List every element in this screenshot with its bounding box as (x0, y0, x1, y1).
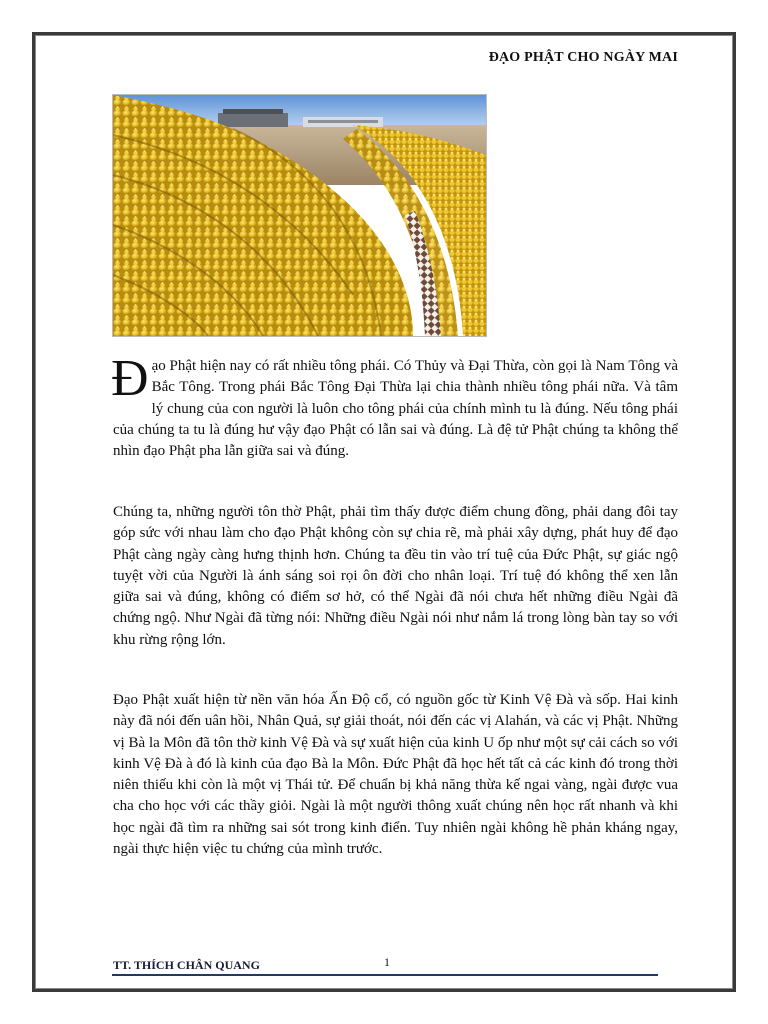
footer-rule (112, 974, 658, 976)
paragraph-intro-text: ạo Phật hiện nay có rất nhiều tông phái. Có Thủy và Đại Thừa, còn gọi là Nam Tông và Bắc Tông. Trong phái Bắc Tông Đại Thừa lại chia thành nhiều tông phái nữa. Và tâm lý chung của con người là luôn cho tông phái của chính mình tu là đúng. Nếu tông phái của chúng ta tu là đúng hư vậy đạo Phật có lẫn sai và đúng. Là đệ tử Phật chúng ta không thể nhìn đạo Phật pha lẫn giữa sai và đúng. (113, 358, 678, 460)
page-header-title: ĐẠO PHẬT CHO NGÀY MAI (488, 50, 678, 65)
page-number: 1 (384, 955, 390, 969)
paragraph-origins: Đạo Phật xuất hiện từ nền văn hóa Ấn Độ cổ, có nguồn gốc từ Kinh Vệ Đà và sốp. Hai kinh này đã nói đến uân hồi, Nhân Quả, sự giải thoát, nói đến các vị Alahán, và các vị Phật. Những vị Bà la Môn đã tôn thờ kinh Vệ Đà và sự xuất hiện của kinh U ốp như một sự cải cách so với kinh Vệ Đà à đó là kinh của đạo Bà la Môn. Đức Phật đã học hết tất cả các kinh đó trong thời niên thiếu khi còn là một vị Thái tử. Để chuẩn bị khả năng thừa kế ngai vàng, ngài được vua cha cho học với các thầy giỏi. Ngài là một người thông xuất chúng nên học rất nhanh và khi học ngài đã tìm ra những sai sót trong kinh điển. Tuy nhiên ngài không hề phản kháng ngay, ngài thực hiện việc tu chứng của mình trước. (113, 692, 678, 858)
paragraph-unity: Chúng ta, những người tôn thờ Phật, phải tìm thấy được điểm chung đồng, phải dang đôi tay góp sức với nhau làm cho đạo Phật không còn sự chia rẽ, mà phải xây dựng, phát huy để đạo Phật càng ngày càng hưng thịnh hơn. Chúng ta đều tin vào trí tuệ của Đức Phật, sự giác ngộ tuyệt vời của Người là ánh sáng soi rọi ôn đời cho nhân loại. Trí tuệ đó không thể xen lẫn giữa sai và đúng, không có điểm sơ hở, có thể Ngài đã nói chưa hết những điều Ngài đã chứng ngộ. Như Ngài đã từng nói: Những điều Ngài nói như nắm lá trong lòng bàn tay so với khu rừng rộng lớn. (113, 504, 678, 648)
golden-buddha-statues-photo (112, 94, 487, 337)
drop-cap: Đ (111, 350, 149, 407)
paragraph-intro (111, 350, 678, 462)
footer-author: TT. THÍCH CHÂN QUANG (113, 958, 260, 972)
